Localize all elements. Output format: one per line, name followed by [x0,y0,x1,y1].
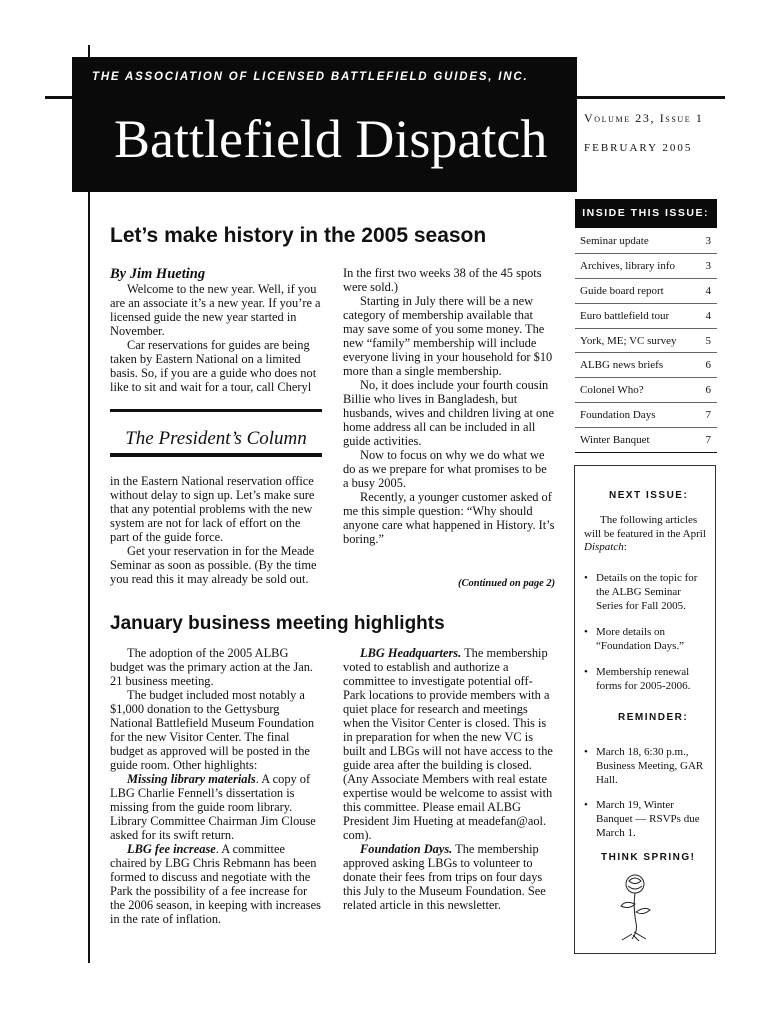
newsletter-title: Battlefield Dispatch [114,109,548,169]
paragraph: Recently, a younger customer asked of me this simple question: “Why should anyone care what happened in History. It’s boring.” [343,490,555,546]
toc-page: 4 [705,284,711,297]
presidents-column-title: The President’s Column [125,428,307,449]
association-name: THE ASSOCIATION OF LICENSED BATTLEFIELD GUIDES, INC. [92,71,529,83]
byline: By Jim Hueting [110,266,206,282]
paragraph: In the first two weeks 38 of the 45 spots were sold.) [343,266,542,294]
toc-title: Colonel Who? [580,384,644,397]
think-spring-text: THINK SPRING! [601,852,696,863]
list-item: • Details on the topic for the ALBG Seminar Series for Fall 2005. [584,571,710,613]
article-column-1-continued [110,474,322,586]
paragraph: Starting in July there will be a new category of membership available that may save some of you some money. The new “family” membership will include everyone living in your household for $10 more than a single membership. [343,294,553,378]
list-item: • March 19, Winter Banquet — RSVPs due March 1. [584,798,710,840]
continued-notice[interactable]: (Continued on page 2) [458,578,556,589]
column-title-rule-bottom [110,453,322,457]
toc-item[interactable] [575,353,717,378]
list-item: • Membership renewal forms for 2005-2006. [584,665,710,693]
list-item: • March 18, 6:30 p.m., Business Meeting, GAR Hall. [584,745,710,787]
article-column-2 [343,646,555,912]
paragraph: LBG Headquarters. The membership voted to establish and authorize a committee to investigate potential off-Park locations to provide members with a quiet place for research and meetings when the Visitor Center is closed. This is in preparation for when the new VC is built and LBGs will not have access to the guide area after the building is closed. (Any Associate Members with real estate expertise would be welcome to assist with this committee. Please email ALBG President Jim Hueting at meadefan@aol. com). [343,646,553,842]
toc-item[interactable] [575,254,717,279]
toc-page: 6 [705,384,711,397]
inside-this-issue-heading: INSIDE THIS ISSUE: [575,199,717,228]
paragraph: The adoption of the 2005 ALBG budget was the primary action at the Jan. 21 business meeting. [110,646,314,688]
toc-page: 6 [705,359,711,372]
toc-title: Seminar update [580,234,649,247]
reminder-list [584,745,710,840]
paragraph: Welcome to the new year. Well, if you are an associate it’s a new year. If you’re a licensed guide the new year started in November. [110,282,321,338]
list-item: • More details on “Foundation Days.” [584,625,710,653]
article-headline: Let’s make history in the 2005 season [110,224,487,247]
issue-date: FEBRUARY 2005 [584,142,693,154]
toc-title: Euro battlefield tour [580,309,670,322]
paragraph: Get your reservation in for the Meade Seminar as soon as possible. (By the time you read this it may already be sold out. [110,544,317,586]
next-issue-intro: The following articles will be featured in the April Dispatch: [584,514,706,553]
toc-item[interactable] [575,428,717,453]
article-column-1 [110,266,322,394]
paragraph: Now to focus on why we do what we do as we prepare for what promises to be a busy 2005. [343,448,547,490]
toc-title: Guide board report [580,284,664,297]
toc-item[interactable] [575,279,717,304]
article-column-2 [343,266,555,546]
toc-page: 7 [705,409,711,422]
article-column-1 [110,646,322,926]
paragraph: LBG fee increase. A committee chaired by LBG Chris Rebmann has been formed to discuss and negotiate with the Park the possibility of a fee increase for the 2006 season, in keeping with increases in the rate of inflation. [110,842,321,926]
toc-title: York, ME; VC survey [580,334,677,347]
toc-page: 7 [705,434,711,447]
toc-page: 4 [705,309,711,322]
toc-page: 3 [705,234,711,247]
paragraph: The budget included most notably a $1,000 donation to the Gettysburg National Battlefield Museum Foundation for the new Visitor Center. The final budget as approved will be posted in the guide room. Other highlights: [110,688,315,772]
paragraph: Missing library materials. A copy of LBG Charlie Fennell’s dissertation is missing from the guide room library. Library Committee Chairman Jim Clouse asked for its swift return. [110,772,316,842]
toc-title: Winter Banquet [580,434,650,447]
toc-item[interactable] [575,229,717,254]
toc-item[interactable] [575,378,717,403]
volume-issue: Volume 23, Issue 1 [584,111,704,125]
rose-icon [614,872,654,942]
next-issue-list [584,571,710,693]
toc-title: Foundation Days [580,409,656,422]
reminder-heading: REMINDER: [618,712,689,723]
toc-page: 5 [705,334,711,347]
toc-item[interactable] [575,304,717,329]
toc-item[interactable] [575,329,717,354]
column-title-rule-top [110,409,322,412]
table-of-contents [575,229,717,453]
toc-title: Archives, library info [580,259,675,272]
toc-item[interactable] [575,403,717,428]
paragraph: Car reservations for guides are being taken by Eastern National on a limited basis. So, if you are a guide who does not like to sit and wait for a tour, call Cheryl [110,338,317,394]
toc-title: ALBG news briefs [580,359,664,372]
next-issue-heading: NEXT ISSUE: [609,490,689,501]
article-headline: January business meeting highlights [110,613,445,634]
paragraph: Foundation Days. The membership approved asking LBGs to volunteer to donate their fees from trips on four days this July to the Museum Foundation. See related article in this newsletter. [343,842,546,912]
paragraph: No, it does include your fourth cousin Billie who lives in Bangladesh, but husbands, wives and children living at one home address all can be included in all guide activities. [343,378,554,448]
toc-page: 3 [705,259,711,272]
paragraph: in the Eastern National reservation office without delay to sign up. Let’s make sure that any potential problems with the new system are not for lack of effort on the part of the guide force. [110,474,315,544]
